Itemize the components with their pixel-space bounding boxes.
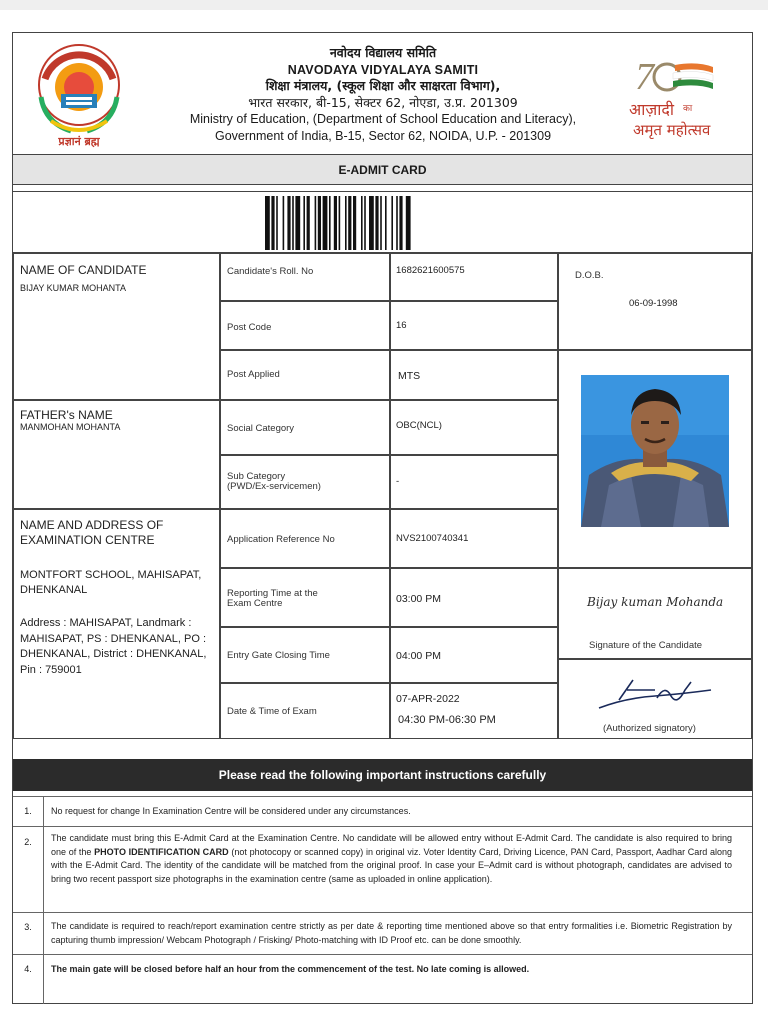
reporting-label-cell <box>220 568 390 627</box>
instruction-text-part: (not photocopy or scanned copy) in original viz. Voter Identity Card, Driving Licence, PAN Card, Passport, Aadhar Card along with the E-Admit Card. The identity of the candidate will be matched from the original proof. In case your E–Admit card is without photograph, candidates are advised to bring two recent passport size photographs in the examination centre (same as uploaded in online application). <box>51 846 732 884</box>
instruction-item-2 <box>13 826 752 912</box>
sub-category-label <box>227 472 321 492</box>
post-applied-value-cell <box>390 350 558 400</box>
reporting-time: 03:00 PM <box>396 593 441 605</box>
barcode-bar <box>315 196 317 250</box>
instruction-divider <box>43 955 44 1004</box>
org-name-hindi: नवोदय विद्यालय समिति <box>329 45 437 60</box>
barcode-bar <box>364 196 366 250</box>
instruction-number: 4. <box>24 964 32 974</box>
exam-centre-label: NAME AND ADDRESS OF EXAMINATION CENTRE <box>20 518 164 547</box>
page-title: E-ADMIT CARD <box>13 155 752 185</box>
top-shade <box>0 0 768 10</box>
exam-date: 07-APR-2022 <box>396 693 460 705</box>
date-of-birth: 06-09-1998 <box>629 298 678 309</box>
barcode-bar <box>323 196 328 250</box>
logo-motto: प्रज्ञानं ब्रह्म <box>58 135 100 148</box>
social-category: OBC(NCL) <box>396 420 442 431</box>
instruction-number: 3. <box>24 922 32 932</box>
candidate-name-label: NAME OF CANDIDATE <box>20 263 147 277</box>
instruction-item-3 <box>13 912 752 954</box>
barcode-bar <box>307 196 310 250</box>
barcode-bar <box>385 196 387 250</box>
sub-category: - <box>396 476 400 487</box>
roll-value-cell <box>390 253 558 301</box>
exam-time: 04:30 PM-06:30 PM <box>398 714 496 726</box>
instruction-text: The main gate will be closed before half an hour from the commencement of the test. No late coming is allowed. <box>51 964 530 974</box>
org-name: NAVODAYA VIDYALAYA SAMITI <box>287 62 479 77</box>
roll-number: 1682621600575 <box>396 265 465 276</box>
barcode-bar <box>361 196 363 250</box>
instructions-heading: Please read the following important instructions carefully <box>13 759 752 791</box>
authorized-signature-icon <box>595 676 715 716</box>
social-label-cell <box>220 400 390 455</box>
barcode-bar <box>334 196 337 250</box>
barcode-bar <box>287 196 290 250</box>
navodaya-logo-icon <box>31 39 127 151</box>
exam-datetime-label: Date & Time of Exam <box>227 706 317 717</box>
post-code-value-cell <box>390 301 558 350</box>
candidate-signature-label: Signature of the Candidate <box>589 640 703 651</box>
candidate-name: BIJAY KUMAR MOHANTA <box>20 283 127 293</box>
exam-centre-cell <box>13 509 220 739</box>
sub-category-value-cell <box>390 455 558 509</box>
gate-label-cell <box>220 627 390 683</box>
roll-label: Candidate's Roll. No <box>227 266 314 277</box>
barcode-bar <box>396 196 398 250</box>
barcode-bar <box>339 196 341 250</box>
father-name-label: FATHER's NAME <box>20 408 113 422</box>
amrit-mahotsav-text: अमृत महोत्सव <box>633 121 711 139</box>
appref-value-cell <box>390 509 558 568</box>
address: Government of India, B-15, Sector 62, NOIDA, U.P. - 201309 <box>214 128 552 143</box>
social-value-cell <box>390 400 558 455</box>
instruction-text: The candidate is required to reach/report examination centre strictly as per date & reporting time mentioned above so that entry formalities i.e. Biometric Registration by capturing thumb impression/ Webcam Photograph / Frisking/ Photo-matching with ID Proof etc. can be done smoothly. <box>51 921 732 945</box>
instruction-number: 1. <box>24 806 32 816</box>
barcode-bar <box>369 196 374 250</box>
father-name: MANMOHAN MOHANTA <box>20 422 121 432</box>
instruction-item-4 <box>13 954 752 1004</box>
father-name-cell <box>13 400 220 509</box>
barcode-bar <box>348 196 351 250</box>
instruction-divider <box>43 797 44 826</box>
candidate-name-cell <box>13 253 220 400</box>
barcode-bar <box>276 196 278 250</box>
barcode-bar <box>391 196 393 250</box>
address-hindi: भारत सरकार, बी-15, सेक्टर 62, नोएडा, उ.प्र. 201309 <box>248 94 518 110</box>
barcode-bar <box>283 196 285 250</box>
instruction-number: 2. <box>24 837 32 847</box>
candidate-signature: Bijay kuman Mohanda <box>587 595 724 609</box>
barcode-bar <box>303 196 305 250</box>
barcode-bar <box>295 196 300 250</box>
barcode-bar <box>380 196 382 250</box>
post-applied-label-cell <box>220 350 390 400</box>
azadi-text: आज़ादी <box>629 100 675 119</box>
application-ref-number: NVS2100740341 <box>396 533 469 544</box>
ministry-hindi: शिक्षा मंत्रालय, (स्कूल शिक्षा और साक्षरता विभाग), <box>265 78 501 93</box>
barcode-bar <box>375 196 378 250</box>
ministry: Ministry of Education, (Department of School Education and Literacy), <box>189 112 577 126</box>
datetime-label-cell <box>220 683 390 739</box>
exam-centre-name: MONTFORT SCHOOL, MAHISAPAT, DHENKANAL <box>20 569 202 596</box>
sub-category-label-cell <box>220 455 390 509</box>
barcode-bar <box>406 196 411 250</box>
barcode-bar <box>353 196 356 250</box>
barcode-bar <box>318 196 321 250</box>
instruction-text <box>51 832 732 886</box>
post-applied: MTS <box>398 370 421 382</box>
authorized-signatory-cell <box>558 659 752 739</box>
barcode-bar <box>399 196 402 250</box>
admit-card <box>12 32 753 1004</box>
datetime-value-cell <box>390 683 558 739</box>
candidate-signature-cell <box>558 568 752 659</box>
header <box>13 33 752 155</box>
instruction-text-part: The candidate must bring this E-Admit Card at the Examination Centre. No candidate will be allowed entry without E-Admit Card. The candidate is also required to bring one of the <box>51 833 732 857</box>
instruction-text-emphasis: PHOTO IDENTIFICATION CARD <box>94 846 229 857</box>
header-text <box>133 45 633 144</box>
post-applied-label: Post Applied <box>227 369 280 380</box>
instruction-item-1 <box>13 796 752 826</box>
sub-category-label-line1: Sub Category <box>227 471 286 482</box>
barcode-bar <box>292 196 294 250</box>
barcode-bar <box>265 196 270 250</box>
instruction-divider <box>43 827 44 912</box>
candidate-photo <box>581 375 729 527</box>
barcode-bar <box>271 196 274 250</box>
social-category-label: Social Category <box>227 423 295 434</box>
roll-label-cell <box>220 253 390 301</box>
dob-label: D.O.B. <box>575 270 604 281</box>
barcode-icon <box>265 196 513 250</box>
authorized-signatory-label: (Authorized signatory) <box>603 723 696 734</box>
sub-category-label-line2: (PWD/Ex-servicemen) <box>227 481 321 492</box>
application-ref-label: Application Reference No <box>227 534 335 545</box>
post-code: 16 <box>396 320 407 331</box>
dob-cell <box>558 253 752 350</box>
svg-text:7: 7 <box>635 56 654 98</box>
azadi-ka-amrit-mahotsav-logo-icon <box>627 55 737 141</box>
reporting-time-label: Reporting Time at the Exam Centre <box>227 588 318 609</box>
instruction-divider <box>43 913 44 954</box>
instruction-text: No request for change In Examination Centre will be considered under any circumstances. <box>51 806 411 816</box>
barcode-bar <box>345 196 347 250</box>
barcode-bar <box>329 196 331 250</box>
exam-centre-address: Address : MAHISAPAT, Landmark : MAHISAPAT, PS : DHENKANAL, PO : DHENKANAL, District : DHENKANAL, Pin : 759001 <box>20 617 207 676</box>
barcode-row <box>13 191 752 253</box>
gate-closing-label: Entry Gate Closing Time <box>227 650 330 661</box>
post-code-label-cell <box>220 301 390 350</box>
ka-text: का <box>683 104 693 114</box>
post-code-label: Post Code <box>227 322 272 333</box>
reporting-value-cell <box>390 568 558 627</box>
gate-closing-time: 04:00 PM <box>396 650 441 662</box>
gate-value-cell <box>390 627 558 683</box>
appref-label-cell <box>220 509 390 568</box>
